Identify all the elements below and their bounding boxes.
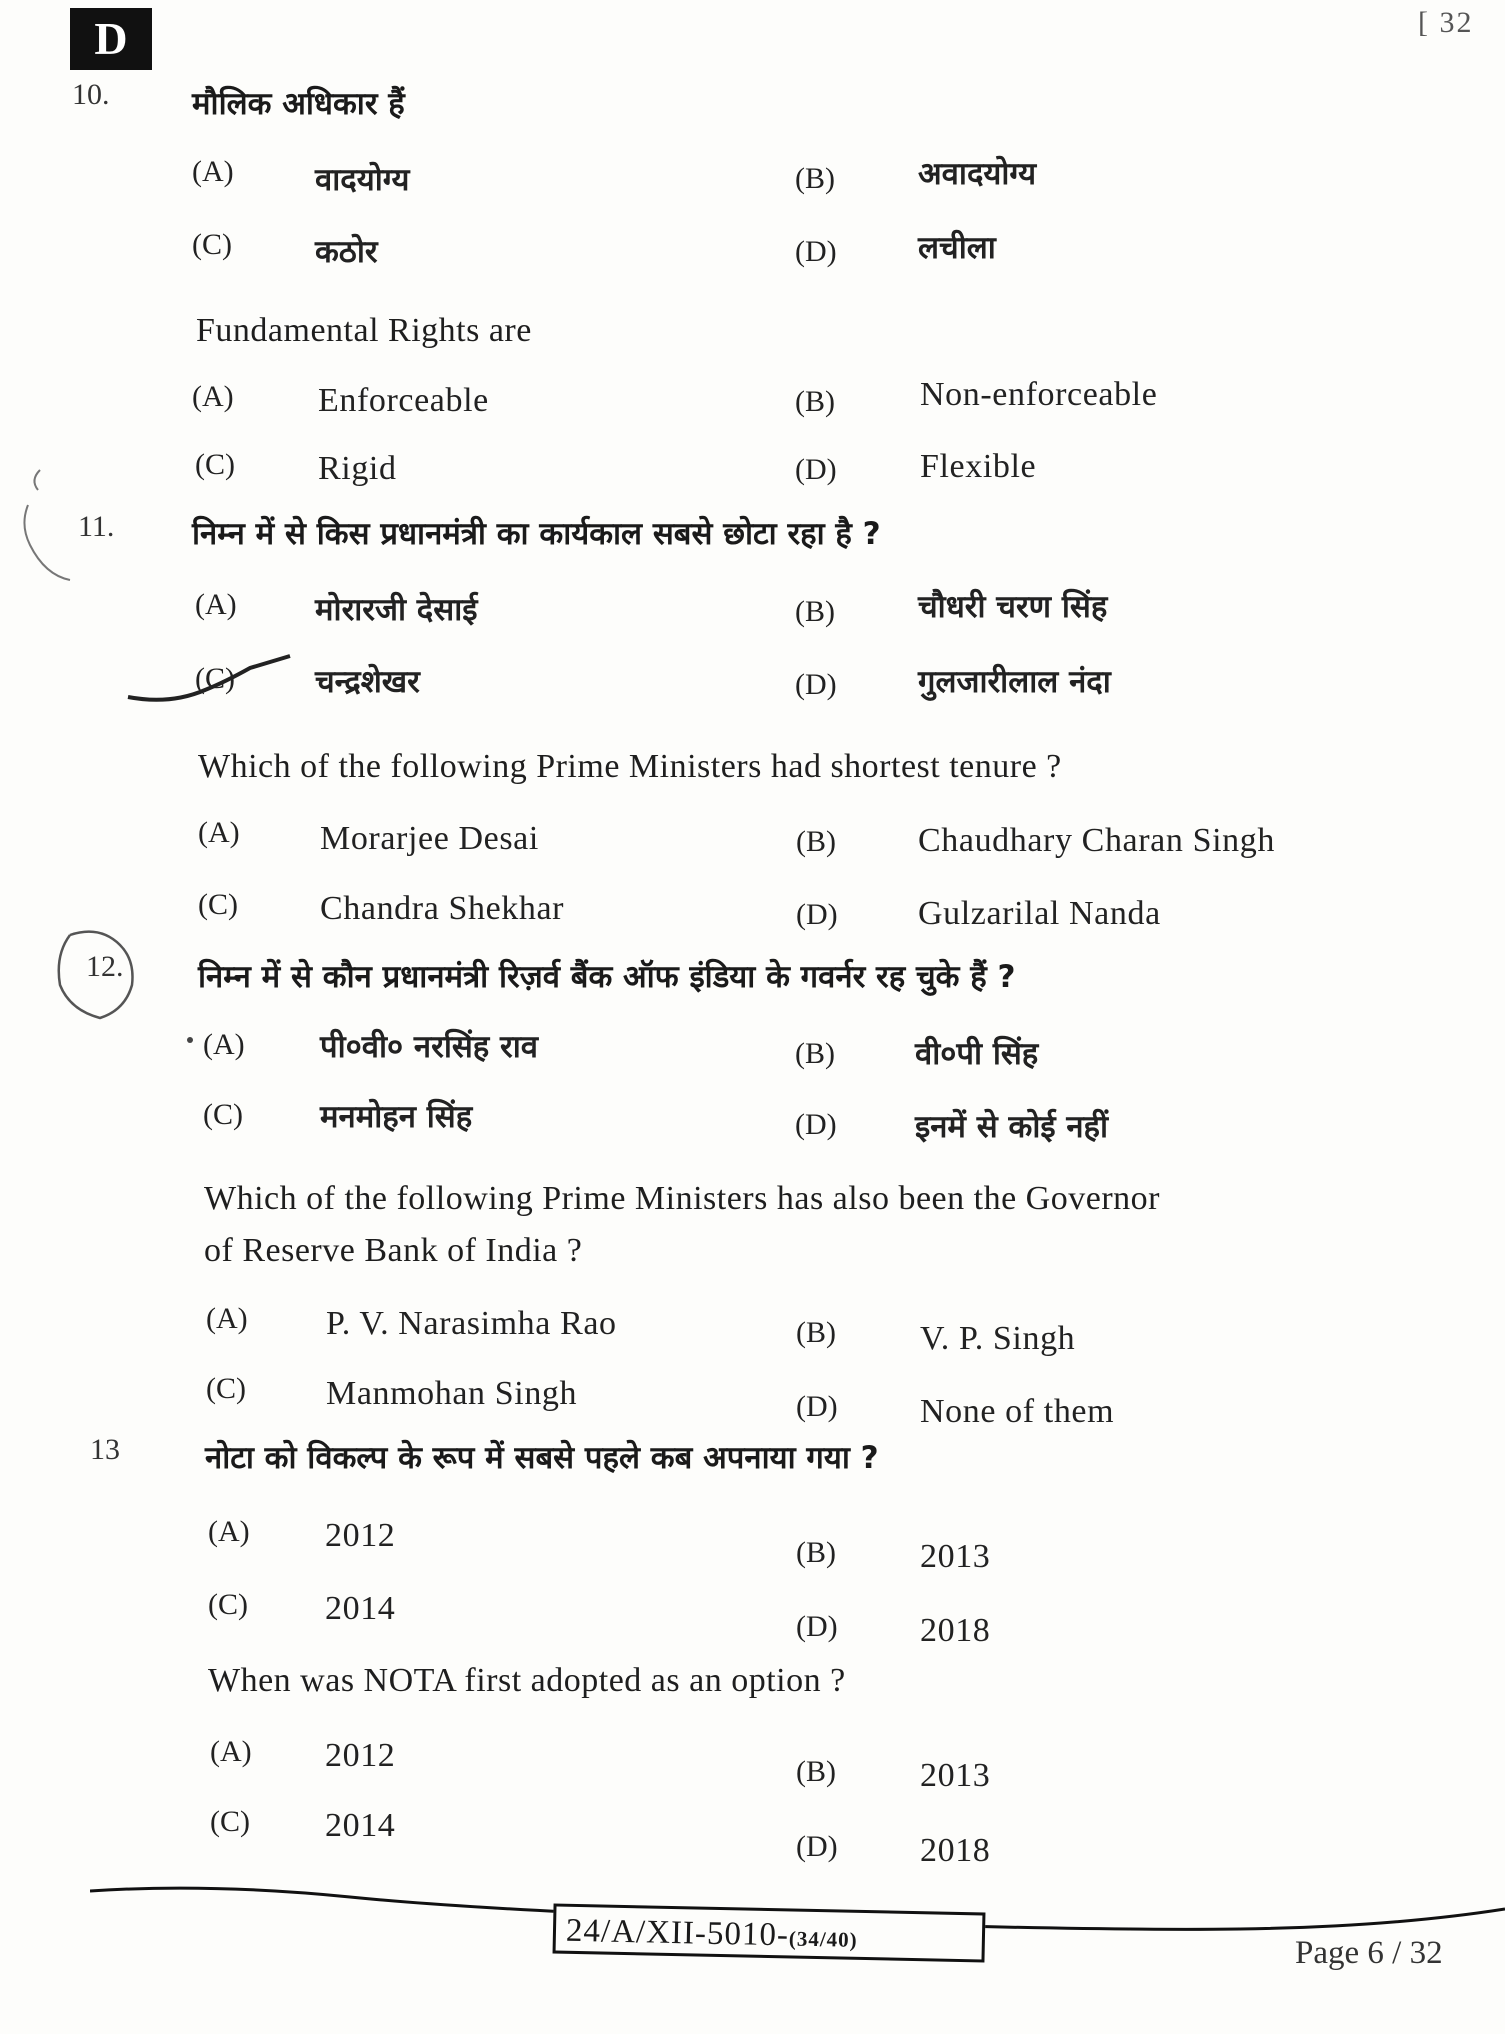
option-label: (C) (195, 662, 235, 695)
option-label: (D) (795, 453, 837, 486)
option-text: 2013 (920, 1538, 991, 1575)
question-number: 11. (78, 510, 115, 543)
option-text-hindi: चन्द्रशेखर (315, 664, 420, 700)
option-label: (B) (796, 1316, 836, 1349)
option-text-english: 2013 (920, 1757, 991, 1794)
option-text-english: 2018 (920, 1832, 991, 1869)
option-label: (B) (795, 1037, 835, 1070)
option-text-hindi: वादयोग्य (315, 162, 410, 198)
option-text-english: P. V. Narasimha Rao (326, 1305, 617, 1342)
option-label: (C) (206, 1372, 246, 1405)
set-code-badge: D (70, 8, 152, 70)
question-text-english: When was NOTA first adopted as an option ? (208, 1662, 846, 1699)
option-text: 2012 (325, 1517, 396, 1554)
option-text-hindi: मोरारजी देसाई (315, 592, 478, 628)
paper-code-box (553, 1903, 986, 1962)
option-text-english: Morarjee Desai (320, 820, 539, 857)
option-text-english: Rigid (318, 450, 397, 487)
question-text-english: Which of the following Prime Ministers had shortest tenure ? (198, 748, 1062, 785)
option-text-english: Manmohan Singh (326, 1375, 578, 1412)
option-text-hindi: गुलजारीलाल नंदा (918, 664, 1111, 700)
option-text-hindi: लचीला (918, 230, 996, 266)
option-label: (A) (195, 588, 237, 621)
option-label: (C) (195, 448, 235, 481)
option-label: (C) (210, 1805, 250, 1838)
option-text-hindi: पी०वी० नरसिंह राव (320, 1029, 539, 1065)
option-text-english: Flexible (920, 448, 1037, 485)
question-text-hindi: निम्न में से कौन प्रधानमंत्री रिज़र्व बैंक ऑफ इंडिया के गवर्नर रह चुके हैं ? (198, 959, 1016, 995)
option-text-english: None of them (920, 1393, 1115, 1430)
question-number: 13 (90, 1433, 120, 1466)
question-text-english-line2: of Reserve Bank of India ? (204, 1232, 583, 1269)
option-label: (C) (198, 888, 238, 921)
option-text-hindi: मनमोहन सिंह (320, 1099, 473, 1135)
option-text: 2018 (920, 1612, 991, 1649)
option-label: (B) (796, 1755, 836, 1788)
option-text-english: Enforceable (318, 382, 489, 419)
option-label: (A) (192, 380, 234, 413)
question-number: 10. (72, 78, 110, 111)
option-label: (D) (796, 1390, 838, 1423)
option-label: (D) (796, 1830, 838, 1863)
option-text-english: Chandra Shekhar (320, 890, 565, 927)
option-label: (D) (796, 1610, 838, 1643)
option-label: (C) (208, 1588, 248, 1621)
option-text-hindi: चौधरी चरण सिंह (918, 589, 1108, 625)
option-text-english: 2012 (325, 1737, 396, 1774)
option-label: (A) (210, 1735, 252, 1768)
option-label: (B) (796, 1536, 836, 1569)
top-page-number: [ 32 (1418, 6, 1474, 39)
option-label: (D) (795, 235, 837, 268)
option-text-hindi: कठोर (315, 234, 378, 270)
option-text-english: V. P. Singh (920, 1320, 1076, 1357)
option-label: (A) (208, 1515, 250, 1548)
option-label: (B) (795, 385, 835, 418)
question-text-english: Fundamental Rights are (196, 312, 532, 349)
option-label: (B) (795, 595, 835, 628)
page-number-footer: Page 6 / 32 (1295, 1935, 1443, 1971)
question-text-english-line1: Which of the following Prime Ministers has also been the Governor (204, 1180, 1160, 1217)
option-label: (A) (192, 155, 234, 188)
option-label: (A) (206, 1302, 248, 1335)
option-label: (D) (795, 668, 837, 701)
option-text-english: Non-enforceable (920, 376, 1158, 413)
option-label: (B) (795, 162, 835, 195)
option-text: 2014 (325, 1590, 396, 1627)
q11-bracket-mark (24, 470, 70, 580)
option-label: (A) (198, 816, 240, 849)
option-text-english: Gulzarilal Nanda (918, 895, 1161, 932)
question-number: 12. (86, 950, 124, 983)
question-text-hindi: निम्न में से किस प्रधानमंत्री का कार्यकाल सबसे छोटा रहा है ? (192, 516, 881, 552)
paper-code: 24/A/XII-5010- (565, 1912, 790, 1954)
option-label: (B) (796, 825, 836, 858)
option-text-english: 2014 (325, 1807, 396, 1844)
option-label: (C) (192, 228, 232, 261)
q12-dot-mark (187, 1037, 193, 1043)
option-text-hindi: वी०पी सिंह (915, 1036, 1039, 1072)
option-text-hindi: अवादयोग्य (918, 156, 1037, 192)
option-text-hindi: इनमें से कोई नहीं (915, 1109, 1109, 1145)
option-label: (D) (795, 1108, 837, 1141)
option-text-english: Chaudhary Charan Singh (918, 822, 1275, 859)
question-text-hindi: मौलिक अधिकार हैं (192, 86, 405, 122)
paper-code-suffix: (34/40) (788, 1926, 858, 1952)
option-label: (C) (203, 1098, 243, 1131)
question-text-hindi: नोटा को विकल्प के रूप में सबसे पहले कब अपनाया गया ? (205, 1440, 879, 1476)
option-label: (A) (203, 1028, 245, 1061)
option-label: (D) (796, 898, 838, 931)
